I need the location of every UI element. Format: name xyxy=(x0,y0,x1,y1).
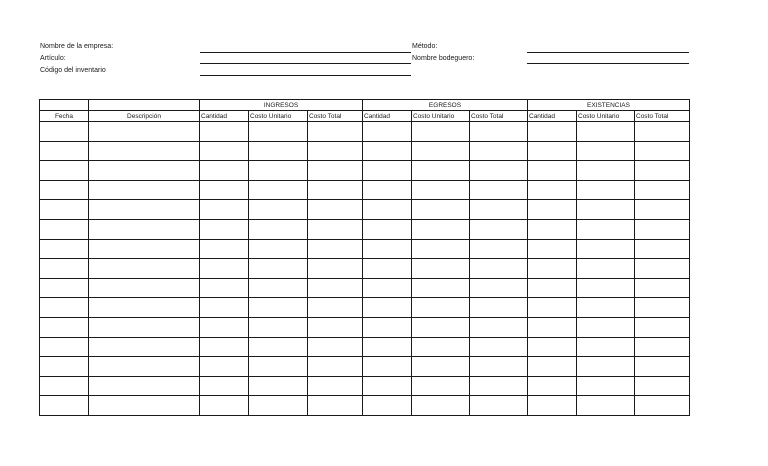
cell-existencias-cantidad[interactable] xyxy=(528,239,577,259)
cell-existencias-cantidad[interactable] xyxy=(528,278,577,298)
cell-egresos-costo-total[interactable] xyxy=(470,200,528,220)
cell-descripcion[interactable] xyxy=(89,219,200,239)
cell-existencias-costo-total[interactable] xyxy=(635,122,690,142)
cell-egresos-costo-total[interactable] xyxy=(470,298,528,318)
cell-egresos-cantidad[interactable] xyxy=(363,141,412,161)
cell-existencias-cantidad[interactable] xyxy=(528,357,577,377)
cell-existencias-costo-unitario[interactable] xyxy=(577,396,635,416)
cell-existencias-costo-total[interactable] xyxy=(635,337,690,357)
cell-existencias-cantidad[interactable] xyxy=(528,337,577,357)
table-row xyxy=(40,298,690,318)
cell-egresos-cantidad[interactable] xyxy=(363,317,412,337)
cell-egresos-costo-total[interactable] xyxy=(470,122,528,142)
cell-egresos-cantidad[interactable] xyxy=(363,396,412,416)
cell-egresos-cantidad[interactable] xyxy=(363,180,412,200)
cell-egresos-costo-total[interactable] xyxy=(470,141,528,161)
cell-descripcion[interactable] xyxy=(89,122,200,142)
cell-egresos-costo-unitario[interactable] xyxy=(412,122,470,142)
cell-fecha[interactable] xyxy=(40,376,89,396)
cell-ingresos-costo-total[interactable] xyxy=(308,278,363,298)
cell-egresos-costo-unitario[interactable] xyxy=(412,357,470,377)
cell-existencias-cantidad[interactable] xyxy=(528,396,577,416)
inventory-kardex-table xyxy=(39,99,690,416)
cell-existencias-costo-total[interactable] xyxy=(635,376,690,396)
item-label: Artículo: xyxy=(40,55,66,62)
cell-ingresos-costo-total[interactable] xyxy=(308,239,363,259)
cell-ingresos-cantidad[interactable] xyxy=(200,219,249,239)
cell-ingresos-cantidad[interactable] xyxy=(200,259,249,279)
column-header-ingresos-costo-unitario: Costo Unitario xyxy=(249,111,308,122)
cell-existencias-cantidad[interactable] xyxy=(528,180,577,200)
cell-existencias-cantidad[interactable] xyxy=(528,161,577,181)
cell-existencias-costo-unitario[interactable] xyxy=(577,239,635,259)
group-header-existencias: EXISTENCIAS xyxy=(528,100,690,111)
group-header-ingresos: INGRESOS xyxy=(200,100,363,111)
cell-existencias-costo-total[interactable] xyxy=(635,357,690,377)
cell-fecha[interactable] xyxy=(40,317,89,337)
company-field[interactable] xyxy=(200,52,411,53)
table-row xyxy=(40,278,690,298)
cell-descripcion[interactable] xyxy=(89,278,200,298)
cell-existencias-costo-total[interactable] xyxy=(635,317,690,337)
cell-descripcion[interactable] xyxy=(89,200,200,220)
cell-egresos-costo-unitario[interactable] xyxy=(412,141,470,161)
item-field[interactable] xyxy=(200,63,411,64)
table-row xyxy=(40,317,690,337)
method-field[interactable] xyxy=(527,52,689,53)
table-row xyxy=(40,376,690,396)
cell-existencias-costo-total[interactable] xyxy=(635,278,690,298)
cell-existencias-cantidad[interactable] xyxy=(528,200,577,220)
cell-egresos-costo-total[interactable] xyxy=(470,219,528,239)
cell-fecha[interactable] xyxy=(40,219,89,239)
cell-fecha[interactable] xyxy=(40,278,89,298)
cell-ingresos-costo-total[interactable] xyxy=(308,200,363,220)
cell-ingresos-costo-unitario[interactable] xyxy=(249,357,308,377)
cell-fecha[interactable] xyxy=(40,239,89,259)
cell-egresos-cantidad[interactable] xyxy=(363,298,412,318)
cell-ingresos-costo-total[interactable] xyxy=(308,337,363,357)
cell-existencias-costo-total[interactable] xyxy=(635,259,690,279)
cell-ingresos-cantidad[interactable] xyxy=(200,298,249,318)
cell-existencias-costo-unitario[interactable] xyxy=(577,278,635,298)
cell-descripcion[interactable] xyxy=(89,317,200,337)
company-label: Nombre de la empresa: xyxy=(40,43,114,50)
cell-descripcion[interactable] xyxy=(89,141,200,161)
cell-existencias-cantidad[interactable] xyxy=(528,259,577,279)
cell-egresos-cantidad[interactable] xyxy=(363,200,412,220)
cell-descripcion[interactable] xyxy=(89,396,200,416)
table-row xyxy=(40,161,690,181)
cell-existencias-costo-unitario[interactable] xyxy=(577,122,635,142)
cell-ingresos-costo-unitario[interactable] xyxy=(249,278,308,298)
cell-egresos-cantidad[interactable] xyxy=(363,278,412,298)
cell-existencias-cantidad[interactable] xyxy=(528,122,577,142)
cell-existencias-costo-unitario[interactable] xyxy=(577,180,635,200)
cell-ingresos-costo-unitario[interactable] xyxy=(249,200,308,220)
cell-ingresos-costo-unitario[interactable] xyxy=(249,376,308,396)
cell-egresos-costo-total[interactable] xyxy=(470,239,528,259)
cell-ingresos-costo-total[interactable] xyxy=(308,357,363,377)
cell-descripcion[interactable] xyxy=(89,259,200,279)
cell-existencias-costo-unitario[interactable] xyxy=(577,219,635,239)
cell-existencias-costo-total[interactable] xyxy=(635,161,690,181)
header-blank xyxy=(40,100,89,111)
cell-existencias-cantidad[interactable] xyxy=(528,141,577,161)
cell-ingresos-costo-total[interactable] xyxy=(308,298,363,318)
warehouse-keeper-field[interactable] xyxy=(527,63,689,64)
cell-egresos-costo-total[interactable] xyxy=(470,259,528,279)
cell-egresos-costo-unitario[interactable] xyxy=(412,180,470,200)
cell-existencias-costo-unitario[interactable] xyxy=(577,357,635,377)
cell-fecha[interactable] xyxy=(40,200,89,220)
column-header-ingresos-cantidad: Cantidad xyxy=(200,111,249,122)
cell-descripcion[interactable] xyxy=(89,376,200,396)
cell-egresos-costo-total[interactable] xyxy=(470,317,528,337)
cell-existencias-costo-total[interactable] xyxy=(635,239,690,259)
cell-fecha[interactable] xyxy=(40,396,89,416)
column-header-existencias-costo-total: Costo Total xyxy=(635,111,690,122)
cell-ingresos-cantidad[interactable] xyxy=(200,180,249,200)
cell-descripcion[interactable] xyxy=(89,357,200,377)
column-header-fecha: Fecha xyxy=(40,111,89,122)
cell-egresos-cantidad[interactable] xyxy=(363,161,412,181)
cell-egresos-costo-unitario[interactable] xyxy=(412,161,470,181)
cell-egresos-costo-unitario[interactable] xyxy=(412,298,470,318)
cell-existencias-costo-unitario[interactable] xyxy=(577,141,635,161)
cell-fecha[interactable] xyxy=(40,357,89,377)
column-header-existencias-costo-unitario: Costo Unitario xyxy=(577,111,635,122)
cell-egresos-costo-unitario[interactable] xyxy=(412,200,470,220)
table-body xyxy=(40,122,690,416)
cell-ingresos-costo-total[interactable] xyxy=(308,122,363,142)
cell-egresos-costo-total[interactable] xyxy=(470,396,528,416)
cell-existencias-costo-unitario[interactable] xyxy=(577,259,635,279)
column-header-ingresos-costo-total: Costo Total xyxy=(308,111,363,122)
cell-existencias-cantidad[interactable] xyxy=(528,298,577,318)
cell-egresos-cantidad[interactable] xyxy=(363,239,412,259)
cell-fecha[interactable] xyxy=(40,180,89,200)
cell-egresos-cantidad[interactable] xyxy=(363,337,412,357)
table-row xyxy=(40,180,690,200)
cell-ingresos-costo-unitario[interactable] xyxy=(249,219,308,239)
cell-ingresos-costo-total[interactable] xyxy=(308,180,363,200)
cell-egresos-cantidad[interactable] xyxy=(363,122,412,142)
cell-fecha[interactable] xyxy=(40,122,89,142)
cell-existencias-costo-total[interactable] xyxy=(635,180,690,200)
method-label: Método: xyxy=(412,43,438,50)
cell-ingresos-costo-total[interactable] xyxy=(308,141,363,161)
cell-ingresos-costo-unitario[interactable] xyxy=(249,259,308,279)
cell-existencias-costo-unitario[interactable] xyxy=(577,161,635,181)
table-row xyxy=(40,219,690,239)
cell-ingresos-cantidad[interactable] xyxy=(200,122,249,142)
cell-fecha[interactable] xyxy=(40,259,89,279)
table-row xyxy=(40,357,690,377)
column-header-egresos-costo-total: Costo Total xyxy=(470,111,528,122)
cell-egresos-costo-unitario[interactable] xyxy=(412,376,470,396)
cell-ingresos-cantidad[interactable] xyxy=(200,278,249,298)
cell-egresos-cantidad[interactable] xyxy=(363,357,412,377)
inventory-code-label: Código del inventario xyxy=(40,67,106,74)
column-header-descripcion: Descripción xyxy=(89,111,200,122)
cell-egresos-cantidad[interactable] xyxy=(363,219,412,239)
cell-egresos-costo-total[interactable] xyxy=(470,180,528,200)
cell-ingresos-cantidad[interactable] xyxy=(200,141,249,161)
cell-existencias-costo-unitario[interactable] xyxy=(577,337,635,357)
cell-egresos-costo-total[interactable] xyxy=(470,357,528,377)
cell-existencias-cantidad[interactable] xyxy=(528,376,577,396)
table-row xyxy=(40,200,690,220)
cell-fecha[interactable] xyxy=(40,298,89,318)
table-row xyxy=(40,122,690,142)
column-header-existencias-cantidad: Cantidad xyxy=(528,111,577,122)
cell-ingresos-costo-total[interactable] xyxy=(308,396,363,416)
cell-ingresos-costo-total[interactable] xyxy=(308,161,363,181)
table-row xyxy=(40,141,690,161)
cell-egresos-costo-unitario[interactable] xyxy=(412,239,470,259)
cell-ingresos-cantidad[interactable] xyxy=(200,396,249,416)
cell-existencias-costo-total[interactable] xyxy=(635,219,690,239)
column-header-egresos-cantidad: Cantidad xyxy=(363,111,412,122)
cell-descripcion[interactable] xyxy=(89,337,200,357)
cell-ingresos-costo-unitario[interactable] xyxy=(249,141,308,161)
table-row xyxy=(40,239,690,259)
cell-descripcion[interactable] xyxy=(89,298,200,318)
cell-descripcion[interactable] xyxy=(89,161,200,181)
cell-ingresos-cantidad[interactable] xyxy=(200,161,249,181)
cell-egresos-costo-unitario[interactable] xyxy=(412,278,470,298)
warehouse-keeper-label: Nombre bodeguero: xyxy=(412,55,475,62)
cell-egresos-costo-total[interactable] xyxy=(470,278,528,298)
table-row xyxy=(40,337,690,357)
cell-fecha[interactable] xyxy=(40,337,89,357)
cell-ingresos-costo-total[interactable] xyxy=(308,376,363,396)
cell-descripcion[interactable] xyxy=(89,239,200,259)
cell-descripcion[interactable] xyxy=(89,180,200,200)
cell-ingresos-cantidad[interactable] xyxy=(200,200,249,220)
cell-ingresos-costo-unitario[interactable] xyxy=(249,239,308,259)
cell-egresos-costo-total[interactable] xyxy=(470,376,528,396)
cell-egresos-costo-unitario[interactable] xyxy=(412,337,470,357)
table-row xyxy=(40,396,690,416)
cell-ingresos-costo-total[interactable] xyxy=(308,317,363,337)
cell-ingresos-cantidad[interactable] xyxy=(200,317,249,337)
cell-egresos-cantidad[interactable] xyxy=(363,376,412,396)
table-row xyxy=(40,259,690,279)
cell-existencias-cantidad[interactable] xyxy=(528,219,577,239)
cell-ingresos-costo-unitario[interactable] xyxy=(249,122,308,142)
cell-fecha[interactable] xyxy=(40,161,89,181)
cell-ingresos-costo-unitario[interactable] xyxy=(249,298,308,318)
cell-existencias-costo-unitario[interactable] xyxy=(577,317,635,337)
cell-egresos-costo-total[interactable] xyxy=(470,337,528,357)
cell-ingresos-costo-unitario[interactable] xyxy=(249,161,308,181)
cell-ingresos-cantidad[interactable] xyxy=(200,337,249,357)
column-header-egresos-costo-unitario: Costo Unitario xyxy=(412,111,470,122)
cell-existencias-costo-total[interactable] xyxy=(635,298,690,318)
cell-existencias-costo-total[interactable] xyxy=(635,141,690,161)
cell-egresos-cantidad[interactable] xyxy=(363,259,412,279)
cell-existencias-costo-total[interactable] xyxy=(635,396,690,416)
cell-ingresos-costo-unitario[interactable] xyxy=(249,317,308,337)
cell-ingresos-costo-total[interactable] xyxy=(308,219,363,239)
cell-ingresos-cantidad[interactable] xyxy=(200,376,249,396)
cell-existencias-costo-unitario[interactable] xyxy=(577,200,635,220)
cell-ingresos-costo-unitario[interactable] xyxy=(249,180,308,200)
cell-ingresos-costo-unitario[interactable] xyxy=(249,396,308,416)
cell-ingresos-costo-unitario[interactable] xyxy=(249,337,308,357)
cell-existencias-cantidad[interactable] xyxy=(528,317,577,337)
cell-egresos-costo-unitario[interactable] xyxy=(412,396,470,416)
cell-ingresos-cantidad[interactable] xyxy=(200,239,249,259)
cell-egresos-costo-unitario[interactable] xyxy=(412,259,470,279)
header-blank xyxy=(89,100,200,111)
cell-fecha[interactable] xyxy=(40,141,89,161)
cell-egresos-costo-total[interactable] xyxy=(470,161,528,181)
cell-egresos-costo-unitario[interactable] xyxy=(412,317,470,337)
inventory-code-field[interactable] xyxy=(200,75,411,76)
cell-ingresos-costo-total[interactable] xyxy=(308,259,363,279)
cell-ingresos-cantidad[interactable] xyxy=(200,357,249,377)
cell-existencias-costo-unitario[interactable] xyxy=(577,298,635,318)
group-header-egresos: EGRESOS xyxy=(363,100,528,111)
cell-egresos-costo-unitario[interactable] xyxy=(412,219,470,239)
cell-existencias-costo-unitario[interactable] xyxy=(577,376,635,396)
cell-existencias-costo-total[interactable] xyxy=(635,200,690,220)
